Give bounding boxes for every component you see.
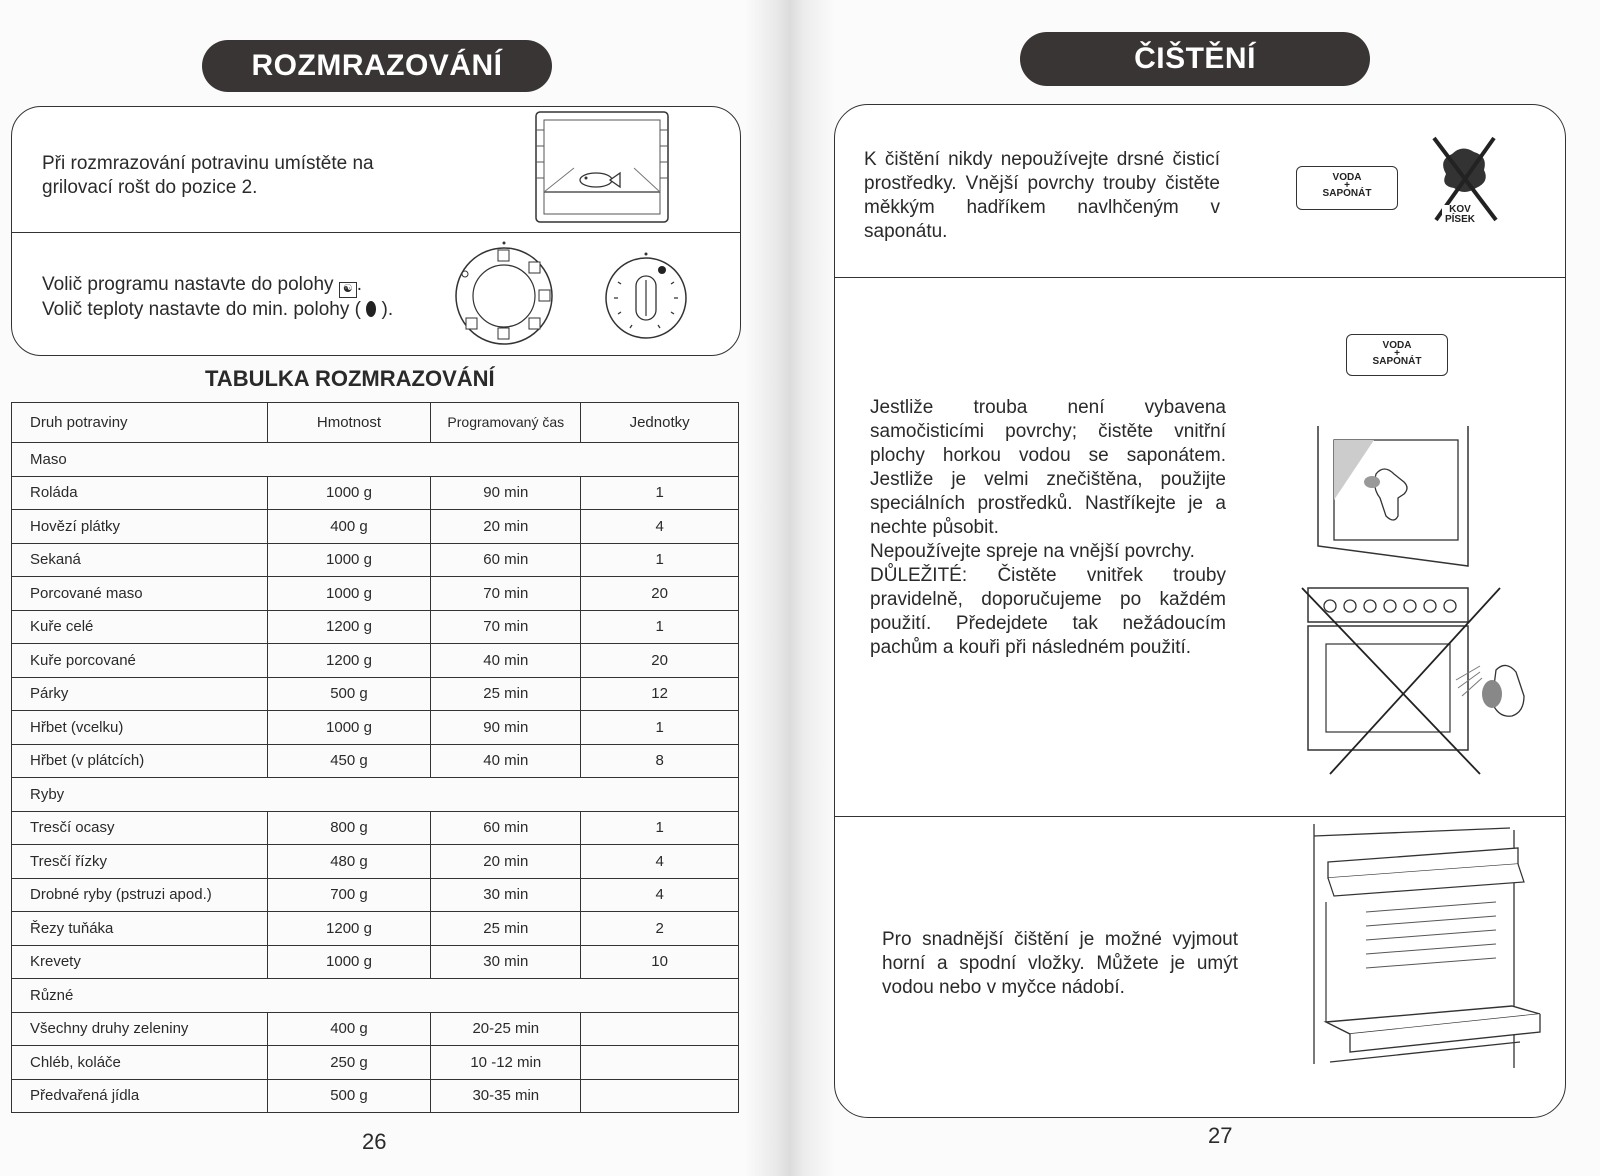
weight-cell: 1200 g — [267, 912, 431, 946]
cleaning-section-2 — [870, 396, 1226, 660]
weight-cell: 400 g — [267, 1012, 431, 1046]
weight-cell: 1000 g — [267, 945, 431, 979]
section-label: Maso — [12, 443, 739, 477]
food-cell: Chléb, koláče — [12, 1046, 268, 1080]
weight-cell: 500 g — [267, 677, 431, 711]
time-cell: 20-25 min — [431, 1012, 581, 1046]
table-row — [12, 845, 739, 879]
table-section-row — [12, 778, 739, 812]
food-cell: Párky — [12, 677, 268, 711]
time-cell: 90 min — [431, 476, 581, 510]
label-saponat-2: SAPONÁT — [1372, 356, 1422, 367]
food-cell: Drobné ryby (pstruzi apod.) — [12, 878, 268, 912]
food-cell: Porcované maso — [12, 577, 268, 611]
weight-cell: 1000 g — [267, 476, 431, 510]
food-cell: Hovězí plátky — [12, 510, 268, 544]
table-section-row — [12, 979, 739, 1013]
time-cell: 40 min — [431, 644, 581, 678]
units-cell: 1 — [581, 610, 739, 644]
time-cell: 30-35 min — [431, 1079, 581, 1113]
table-row — [12, 1046, 739, 1080]
temp-line-a: Volič teploty nastavte do min. polohy ( — [42, 299, 361, 320]
food-cell: Kuře celé — [12, 610, 268, 644]
min-position-icon — [366, 301, 376, 317]
weight-cell: 250 g — [267, 1046, 431, 1080]
cleaning-title: ČIŠTĚNÍ — [1020, 32, 1370, 86]
cleaning-divider-1 — [834, 277, 1566, 278]
header-food: Druh potraviny — [12, 403, 268, 443]
water-soap-label-mid — [1346, 334, 1448, 376]
food-cell: Krevety — [12, 945, 268, 979]
wiping-hand-icon — [1316, 424, 1476, 570]
table-row — [12, 711, 739, 745]
weight-cell: 500 g — [267, 1079, 431, 1113]
food-cell: Řezy tuňáka — [12, 912, 268, 946]
defrost-intro: Při rozmrazování potravinu umístěte na grilovací rošt do pozice 2. — [42, 153, 374, 198]
program-line: Volič programu nastavte do polohy — [42, 274, 334, 295]
time-cell: 60 min — [431, 811, 581, 845]
units-cell: 20 — [581, 577, 739, 611]
units-cell: 1 — [581, 476, 739, 510]
weight-cell: 1000 g — [267, 577, 431, 611]
time-cell: 70 min — [431, 577, 581, 611]
table-row — [12, 912, 739, 946]
fan-symbol-icon: ☯ — [339, 282, 357, 298]
units-cell: 2 — [581, 912, 739, 946]
defrost-table-title: TABULKA ROZMRAZOVÁNÍ — [205, 366, 495, 391]
units-cell — [581, 1079, 739, 1113]
weight-cell: 1200 g — [267, 610, 431, 644]
time-cell: 30 min — [431, 945, 581, 979]
units-cell: 4 — [581, 510, 739, 544]
table-row — [12, 543, 739, 577]
weight-cell: 800 g — [267, 811, 431, 845]
food-cell: Tresčí řízky — [12, 845, 268, 879]
header-weight: Hmotnost — [267, 403, 431, 443]
table-row — [12, 878, 739, 912]
table-row — [12, 476, 739, 510]
table-row — [12, 811, 739, 845]
section-label: Ryby — [12, 778, 739, 812]
label-voda-2: VODA — [1382, 340, 1412, 351]
table-row — [12, 577, 739, 611]
table-row — [12, 677, 739, 711]
units-cell: 1 — [581, 543, 739, 577]
oven-rack-fish-icon — [534, 110, 670, 224]
time-cell: 20 min — [431, 510, 581, 544]
weight-cell: 480 g — [267, 845, 431, 879]
table-header-row — [12, 403, 739, 443]
units-cell: 1 — [581, 811, 739, 845]
kov-pisek-label — [1442, 205, 1478, 225]
units-cell: 8 — [581, 744, 739, 778]
header-units: Jednotky — [581, 403, 739, 443]
time-cell: 90 min — [431, 711, 581, 745]
table-row — [12, 744, 739, 778]
water-soap-label-top — [1296, 166, 1398, 210]
label-plus-2: + — [1394, 348, 1400, 359]
time-cell: 40 min — [431, 744, 581, 778]
book-gutter — [745, 0, 835, 1176]
food-cell: Předvařená jídla — [12, 1079, 268, 1113]
table-row — [12, 1012, 739, 1046]
weight-cell: 1000 g — [267, 543, 431, 577]
label-plus: + — [1344, 180, 1350, 191]
temp-line-b: ). — [381, 299, 394, 320]
table-section-row — [12, 443, 739, 477]
food-cell: Všechny druhy zeleniny — [12, 1012, 268, 1046]
weight-cell: 1200 g — [267, 644, 431, 678]
units-cell: 20 — [581, 644, 739, 678]
temperature-dial-icon — [604, 252, 688, 342]
units-cell: 4 — [581, 845, 739, 879]
time-cell: 30 min — [431, 878, 581, 912]
label-pisek: PÍSEK — [1444, 214, 1475, 225]
food-cell: Sekaná — [12, 543, 268, 577]
food-cell: Tresčí ocasy — [12, 811, 268, 845]
program-selector-dial-icon — [450, 240, 558, 348]
time-cell: 60 min — [431, 543, 581, 577]
table-row — [12, 510, 739, 544]
weight-cell: 450 g — [267, 744, 431, 778]
food-cell: Hřbet (vcelku) — [12, 711, 268, 745]
cleaning-section-1: K čištění nikdy nepoužívejte drsné čisticí prostředky. Vnější povrchy trouby čistěte měkkým hadříkem navlhčeným v saponátu. — [864, 149, 1220, 242]
defrost-table — [11, 402, 739, 1113]
food-cell: Roláda — [12, 476, 268, 510]
cleaning-p1: Jestliže trouba není vybavena samočisticími povrchy; čistěte vnitřní plochy horkou vodou se saponátem. Jestliže je velmi znečištěna, použijte speciálních prostředků. Nastříkejte je a nechte působit. — [870, 397, 1226, 538]
units-cell — [581, 1046, 739, 1080]
table-row — [12, 610, 739, 644]
section-label: Různé — [12, 979, 739, 1013]
table-row — [12, 945, 739, 979]
units-cell: 4 — [581, 878, 739, 912]
table-row — [12, 644, 739, 678]
units-cell: 1 — [581, 711, 739, 745]
units-cell: 10 — [581, 945, 739, 979]
header-time: Programovaný čas — [431, 403, 581, 443]
time-cell: 25 min — [431, 677, 581, 711]
cleaning-section-3: Pro snadnější čištění je možné vyjmout horní a spodní vložky. Můžete je umýt vodou nebo v myčce nádobí. — [882, 929, 1238, 998]
units-cell: 12 — [581, 677, 739, 711]
label-kov: KOV — [1449, 204, 1471, 215]
weight-cell: 700 g — [267, 878, 431, 912]
time-cell: 70 min — [431, 610, 581, 644]
units-cell — [581, 1012, 739, 1046]
time-cell: 20 min — [431, 845, 581, 879]
table-row — [12, 1079, 739, 1113]
removable-liners-icon — [1306, 822, 1552, 1078]
cleaning-p2: Nepoužívejte spreje na vnější povrchy. — [870, 541, 1195, 562]
weight-cell: 400 g — [267, 510, 431, 544]
food-cell: Hřbet (v plátcích) — [12, 744, 268, 778]
time-cell: 25 min — [431, 912, 581, 946]
program-instruction — [42, 273, 422, 322]
food-cell: Kuře porcované — [12, 644, 268, 678]
defrost-title: ROZMRAZOVÁNÍ — [202, 40, 552, 92]
time-cell: 10 -12 min — [431, 1046, 581, 1080]
weight-cell: 1000 g — [267, 711, 431, 745]
cleaning-p3: DŮLEŽITÉ: Čistěte vnitřek trouby pravidelně, doporučujeme po každém použití. Předejdete tak nežádoucím pachům a kouři při následném použití. — [870, 565, 1226, 658]
page-number-right: 27 — [1208, 1123, 1233, 1148]
program-suffix: . — [356, 274, 363, 295]
cleaning-divider-2 — [834, 816, 1566, 817]
instructions-divider — [11, 232, 741, 233]
page-number-left: 26 — [362, 1129, 387, 1154]
label-voda: VODA — [1332, 172, 1362, 183]
no-spray-oven-icon — [1300, 586, 1540, 776]
label-saponat: SAPONÁT — [1322, 188, 1372, 199]
